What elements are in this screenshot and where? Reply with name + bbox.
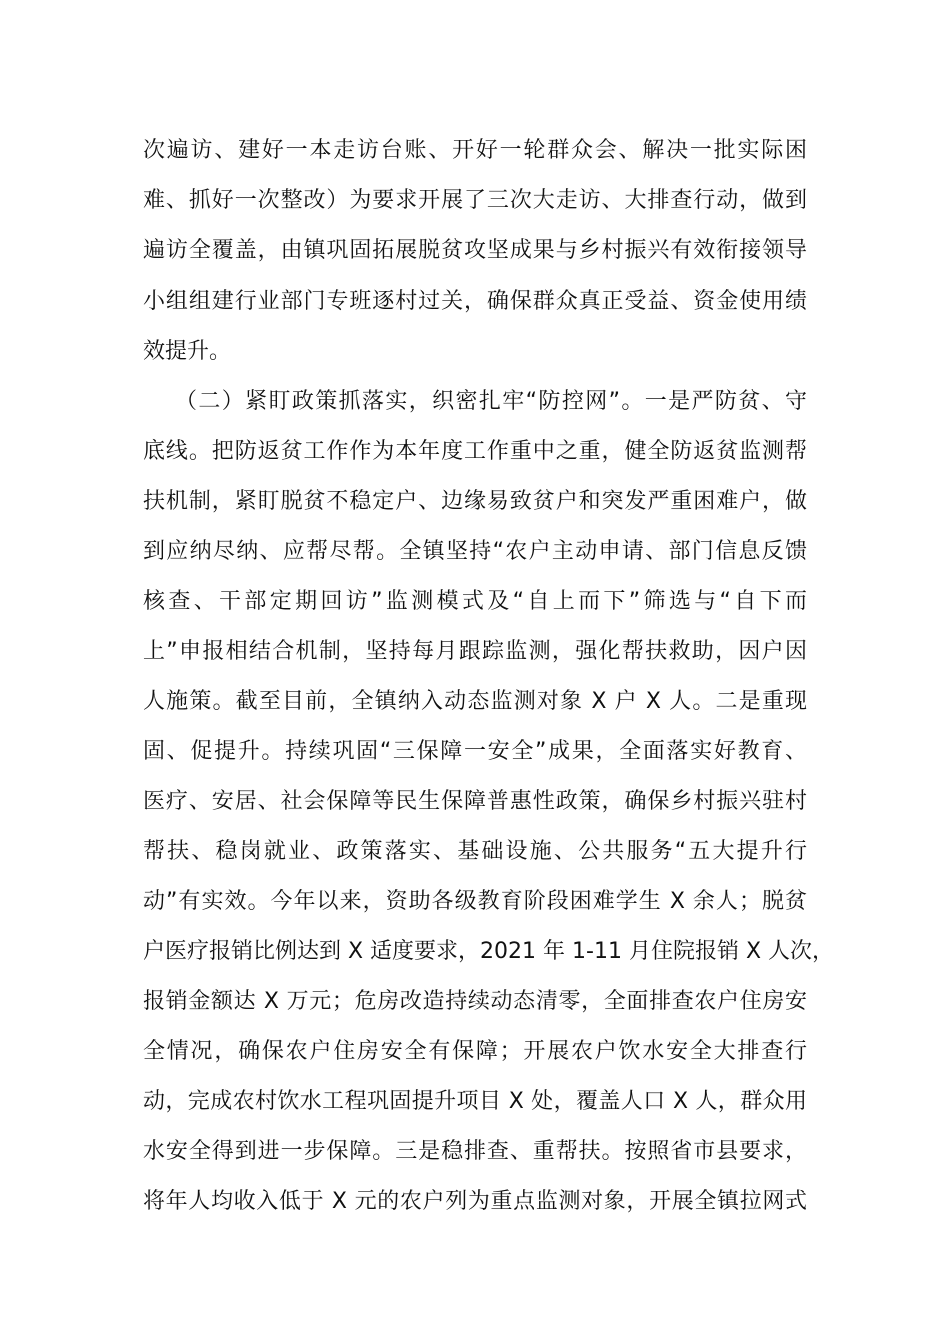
body-text-line: 扶机制，紧盯脱贫不稳定户、边缘易致贫户和突发严重困难户，做 <box>143 489 807 514</box>
body-text-line: 动，完成农村饮水工程巩固提升项目 X 处，覆盖人口 X 人，群众用 <box>143 1089 807 1114</box>
body-text-line: 人施策。截至目前，全镇纳入动态监测对象 X 户 X 人。二是重现 <box>143 689 807 714</box>
section-heading-line: （二）紧盯政策抓落实，织密扎牢“防控网”。一是严防贫、守 <box>175 389 807 414</box>
body-text-line: 难、抓好一次整改）为要求开展了三次大走访、大排查行动，做到 <box>143 188 807 213</box>
body-text-line: 次遍访、建好一本走访台账、开好一轮群众会、解决一批实际困 <box>143 138 807 163</box>
body-text-line: 小组组建行业部门专班逐村过关，确保群众真正受益、资金使用绩 <box>143 289 807 314</box>
body-text-line: 动”有实效。今年以来，资助各级教育阶段困难学生 X 余人；脱贫 <box>143 889 807 914</box>
body-text-line: 全情况，确保农户住房安全有保障；开展农户饮水安全大排查行 <box>143 1039 807 1064</box>
body-text-line: 医疗、安居、社会保障等民生保障普惠性政策，确保乡村振兴驻村 <box>143 789 807 814</box>
body-text-line: 遍访全覆盖，由镇巩固拓展脱贫攻坚成果与乡村振兴有效衔接领导 <box>143 238 807 263</box>
body-text-line: 将年人均收入低于 X 元的农户列为重点监测对象，开展全镇拉网式 <box>143 1189 807 1214</box>
body-text-line: 核查、干部定期回访”监测模式及“自上而下”筛选与“自下而 <box>143 589 807 614</box>
body-text-line: 户医疗报销比例达到 X 适度要求，2021 年 1-11 月住院报销 X 人次， <box>143 939 835 964</box>
body-text-line: 报销金额达 X 万元；危房改造持续动态清零，全面排查农户住房安 <box>143 989 807 1014</box>
body-text-line: 帮扶、稳岗就业、政策落实、基础设施、公共服务“五大提升行 <box>143 839 807 864</box>
body-text-line: 到应纳尽纳、应帮尽帮。全镇坚持“农户主动申请、部门信息反馈 <box>143 539 807 564</box>
body-text-line: 水安全得到进一步保障。三是稳排查、重帮扶。按照省市县要求， <box>143 1139 807 1164</box>
body-text-line: 效提升。 <box>143 339 232 364</box>
body-text-line: 底线。把防返贫工作作为本年度工作重中之重，健全防返贫监测帮 <box>143 439 807 464</box>
body-text-line: 上”申报相结合机制，坚持每月跟踪监测，强化帮扶救助，因户因 <box>143 639 807 664</box>
body-text-line: 固、促提升。持续巩固“三保障一安全”成果，全面落实好教育、 <box>143 739 807 764</box>
